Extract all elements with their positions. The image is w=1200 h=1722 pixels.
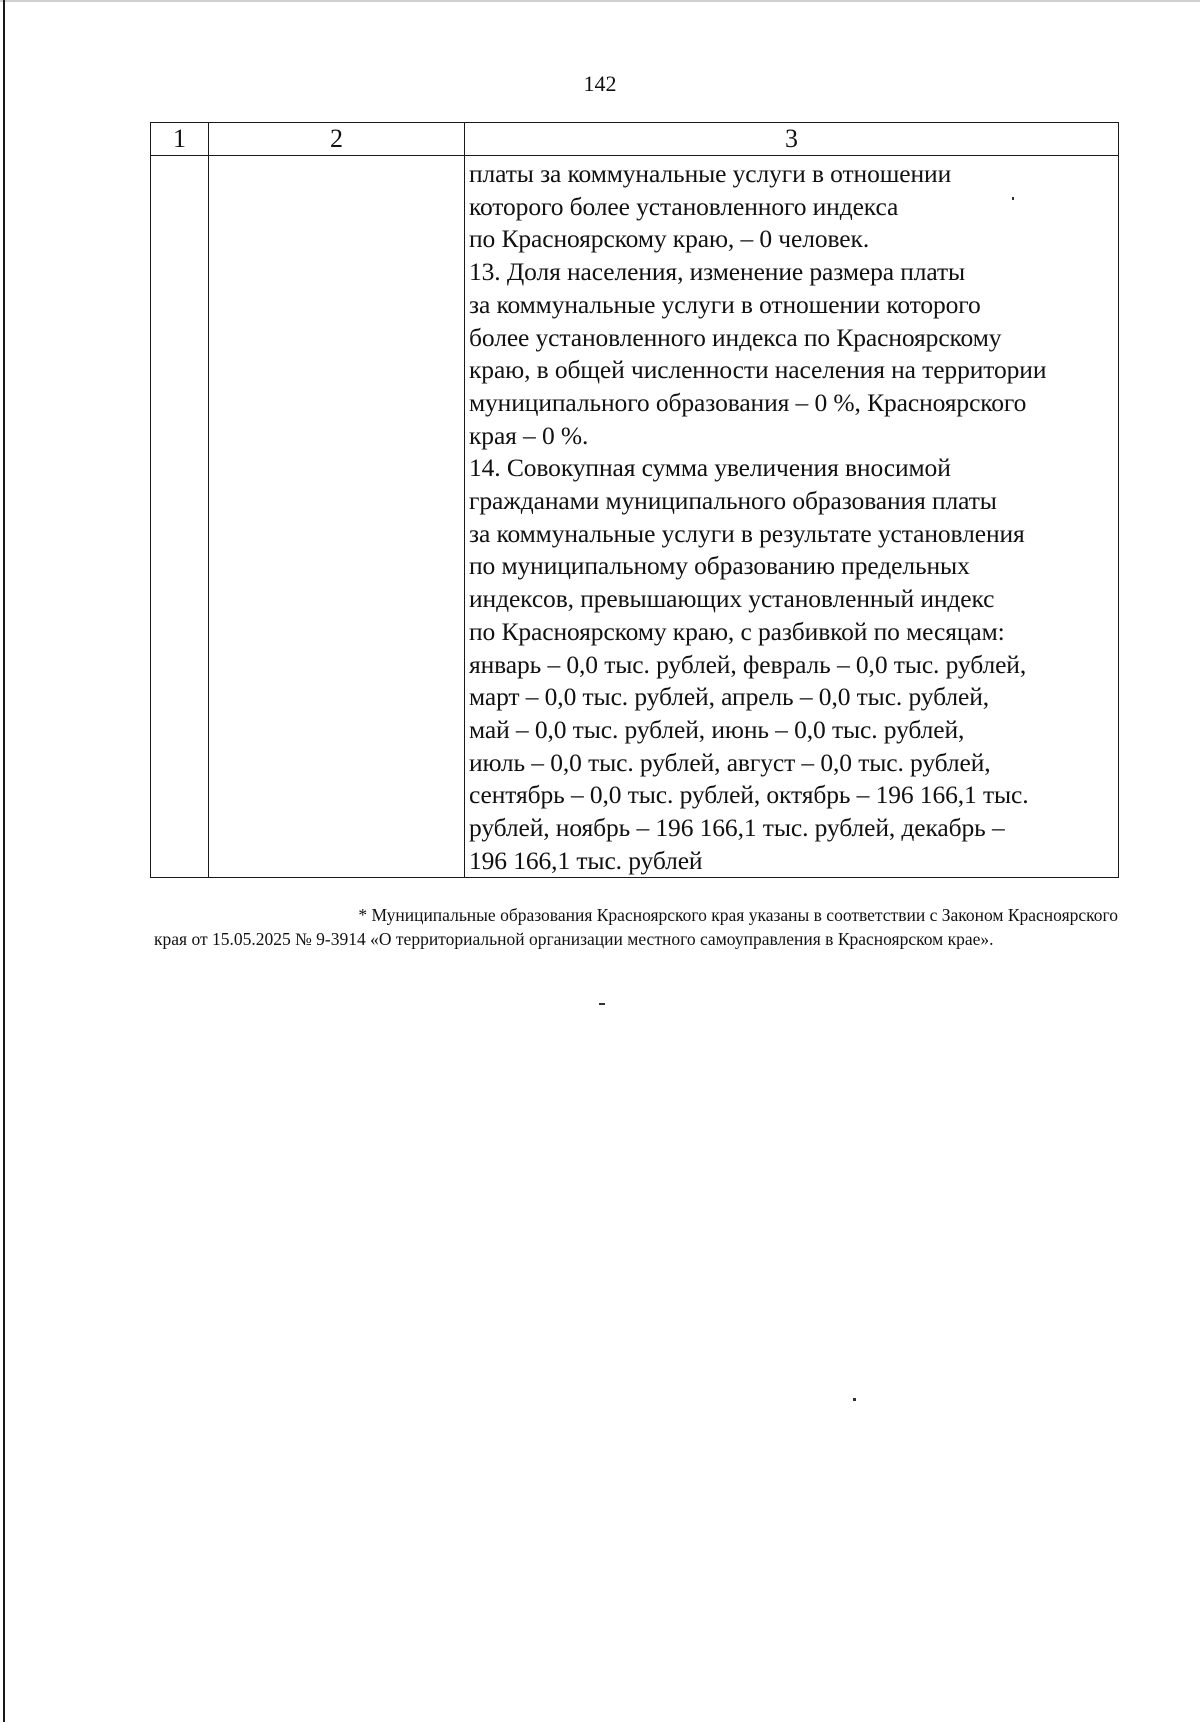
table-header-row	[151, 123, 1119, 156]
text-line: муниципального образования – 0 %, Красноярского	[469, 387, 1027, 417]
header-cell-2: 2	[209, 123, 465, 156]
text-line: платы за коммунальные услуги в отношении	[469, 159, 952, 188]
header-cell-1: 1	[151, 123, 209, 156]
table-cell-col3	[465, 156, 1119, 878]
text-line: май – 0,0 тыс. рублей, июнь – 0,0 тыс. рублей,	[469, 714, 965, 744]
table-row	[151, 156, 1119, 878]
scan-edge-left	[3, 0, 5, 1722]
text-line: индексов, превышающих установленный индекс	[469, 584, 995, 614]
scan-speck	[853, 1398, 856, 1401]
text-line: края – 0 %.	[469, 420, 589, 450]
text-line: по Красноярскому краю, – 0 человек.	[469, 224, 870, 254]
text-line: июль – 0,0 тыс. рублей, август – 0,0 тыс. рублей,	[469, 747, 991, 777]
text-line: которого более установленного индекса	[469, 191, 899, 221]
footnote	[154, 903, 1118, 951]
text-line: сентябрь – 0,0 тыс. рублей, октябрь – 196 166,1 тыс.	[469, 780, 1029, 810]
page-number: 142	[583, 71, 617, 96]
table-cell-col2	[209, 156, 465, 878]
scan-speck	[599, 1003, 605, 1005]
scan-edge-top	[0, 0, 1200, 2]
text-line: по муниципальному образованию предельных	[469, 551, 970, 581]
header-cell-3: 3	[465, 123, 1119, 156]
text-line: более установленного индекса по Красноярскому	[469, 322, 1002, 352]
text-line: март – 0,0 тыс. рублей, апрель – 0,0 тыс. рублей,	[469, 682, 990, 712]
text-line: январь – 0,0 тыс. рублей, февраль – 0,0 тыс. рублей,	[469, 649, 1027, 679]
text-line: 196 166,1 тыс. рублей	[469, 845, 703, 875]
text-line: краю, в общей численности населения на территории	[469, 355, 1047, 385]
document-table	[150, 122, 1119, 878]
footnote-line: края от 15.05.2025 № 9-3914 «О территориальной организации местного самоуправления в Красноярском крае».	[154, 929, 994, 949]
text-line: 14. Совокупная сумма увеличения вносимой	[469, 453, 951, 483]
scan-speck	[1012, 197, 1014, 200]
text-line: за коммунальные услуги в результате установления	[469, 518, 1025, 548]
text-line: за коммунальные услуги в отношении которого	[469, 289, 981, 319]
text-line: 13. Доля населения, изменение размера платы	[469, 257, 966, 287]
footnote-line: * Муниципальные образования Красноярского края указаны в соответствии с Законом Красноярского	[358, 905, 1118, 925]
text-line: по Красноярскому краю, с разбивкой по месяцам:	[469, 616, 1005, 646]
table-cell-col1	[151, 156, 209, 878]
text-line: гражданами муниципального образования платы	[469, 486, 997, 516]
text-line: рублей, ноябрь – 196 166,1 тыс. рублей, декабрь –	[469, 813, 1005, 843]
